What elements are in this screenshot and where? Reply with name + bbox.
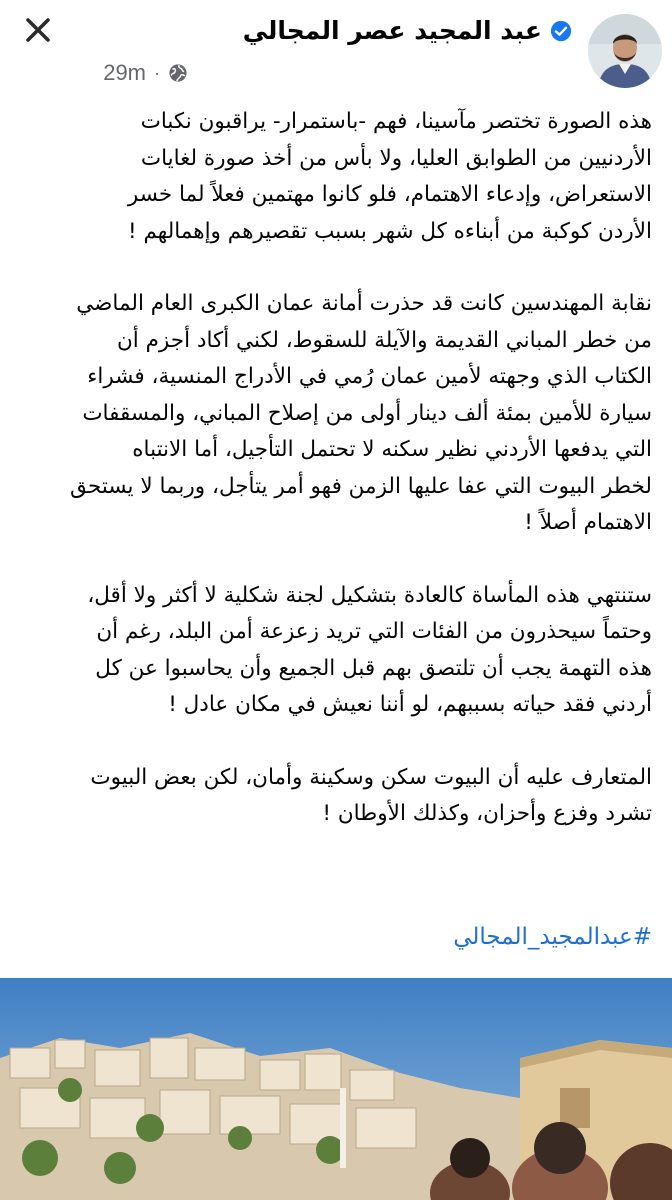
author-name[interactable]: عبد المجيد عصر المجالي	[242, 16, 542, 45]
text-line: تشرد وفزع وأحزان، وكذلك الأوطان !	[322, 801, 652, 826]
text-line: هذه الصورة تختصر مآسينا، فهم -باستمرار- يراقبون نكبات	[140, 109, 652, 134]
text-line: ستنتهي هذه المأساة كالعادة بتشكيل لجنة شكلية لا أكثر ولا أقل،	[87, 582, 652, 608]
author-avatar[interactable]	[588, 14, 662, 88]
text-line: من خطر المباني القديمة والآيلة للسقوط، لكني أكاد أجزم أن	[117, 327, 652, 353]
verified-badge-icon	[550, 20, 572, 42]
meta-separator: ·	[154, 62, 160, 83]
text-line: الأردن كوكبة من أبناءه كل شهر بسبب تقصيرهم وإهمالهم !	[128, 218, 652, 244]
post-photo[interactable]	[0, 978, 672, 1200]
post-paragraph-4	[16, 760, 652, 833]
text-line: سيارة للأمين بمئة ألف دينار أولى من إصلاح المباني، والمسقفات	[82, 400, 652, 426]
text-line: وحتماً سيحذرون من الفئات التي تريد زعزعة أمن البلد، رغم أن	[96, 619, 652, 644]
text-line: الاهتمام أصلاً !	[524, 510, 652, 535]
post-paragraph-2	[16, 286, 652, 542]
post-paragraph-1	[16, 104, 652, 250]
post-paragraph-3	[16, 578, 652, 724]
post-time[interactable]: 29m	[103, 60, 146, 85]
text-line: أردني فقد حياته بسببهم، لو أننا نعيش في مكان عادل !	[168, 692, 652, 717]
author-block	[243, 16, 572, 45]
text-line: المتعارف عليه أن البيوت سكن وسكينة وأمان، لكن بعض البيوت	[90, 764, 652, 790]
post-body	[16, 104, 652, 869]
text-line: الأردنيين من الطوابق العليا، ولا بأس من أخذ صورة لغايات	[140, 145, 652, 171]
avatar-image	[588, 14, 662, 88]
post-meta	[103, 60, 188, 86]
hashtag-link[interactable]: #عبدالمجيد_المجالي	[453, 924, 652, 950]
text-line: هذه التهمة يجب أن تلتصق بهم قبل الجميع وأن يحاسبوا عن كل	[95, 655, 652, 681]
text-line: التي يدفعها الأردني نظير سكنه لا تحتمل التأجيل، أما الانتباه	[132, 437, 652, 462]
close-icon	[23, 15, 53, 45]
text-line: نقابة المهندسين كانت قد حذرت أمانة عمان الكبرى العام الماضي	[76, 291, 652, 316]
text-line: الكتاب الذي وجهته لأمين عمان رُمي في الأدراج المنسية، فشراء	[87, 364, 652, 389]
text-line: لخطر البيوت التي عفا عليها الزمن فهو أمر يتأجل، وربما لا يستحق	[70, 473, 652, 499]
photo-image	[0, 978, 672, 1200]
globe-icon[interactable]	[168, 63, 188, 83]
close-button[interactable]	[16, 8, 60, 52]
post-header	[0, 0, 672, 100]
text-line: الاستعراض، وإدعاء الاهتمام، فلو كانوا مهتمين فعلاً لما خسر	[127, 182, 652, 207]
